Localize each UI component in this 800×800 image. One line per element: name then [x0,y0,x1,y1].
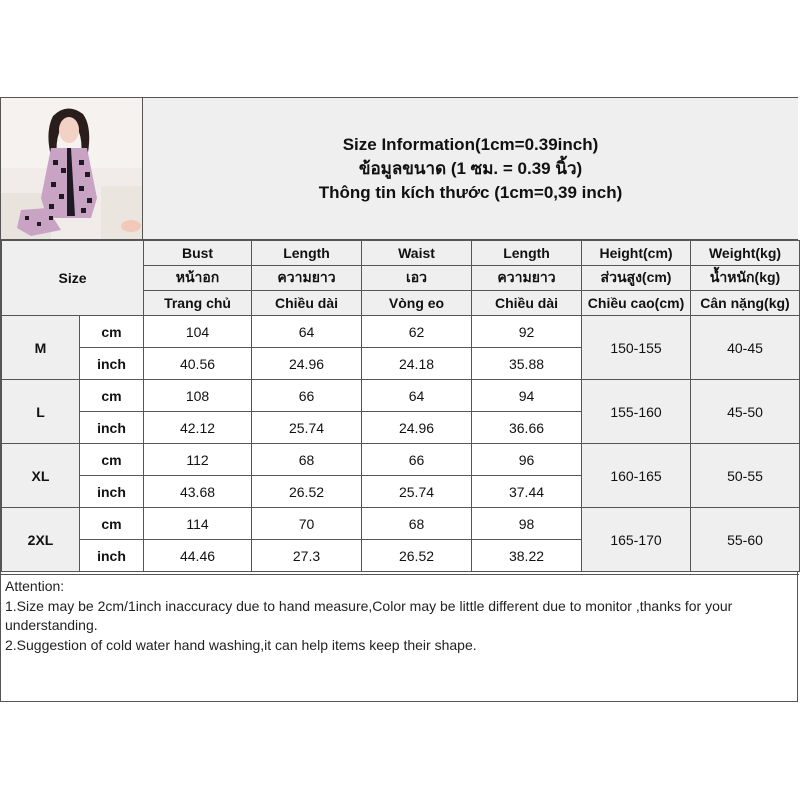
table-cell: 38.22 [472,540,582,572]
column-header: Chiều dài [472,291,582,316]
table-cell: 104 [144,316,252,348]
table-cell: 37.44 [472,476,582,508]
column-header: Chiều dài [252,291,362,316]
unit-label: inch [80,412,144,444]
height-range: 155-160 [582,380,691,444]
column-header: Height(cm) [582,241,691,266]
header-line-thai: ข้อมูลขนาด (1 ซม. = 0.39 นิ้ว) [358,158,583,178]
table-cell: 68 [362,508,472,540]
attention-note-1: 1.Size may be 2cm/1inch inaccuracy due to hand measure,Color may be little different due to monitor ,thanks for your understanding. [5,597,733,633]
size-name: M [2,316,80,380]
height-range: 165-170 [582,508,691,572]
table-cell: 25.74 [362,476,472,508]
column-header: Vòng eo [362,291,472,316]
attention-title: Attention: [5,578,65,594]
unit-label: cm [80,316,144,348]
table-cell: 24.96 [362,412,472,444]
header-row-english [2,241,800,266]
height-range: 150-155 [582,316,691,380]
column-header: ส่วนสูง(cm) [582,266,691,291]
column-header: Length [252,241,362,266]
table-cell: 36.66 [472,412,582,444]
table-cell: 114 [144,508,252,540]
table-row [2,380,800,412]
product-photo [1,98,143,240]
size-name: 2XL [2,508,80,572]
table-cell: 25.74 [252,412,362,444]
table-cell: 94 [472,380,582,412]
size-name: XL [2,444,80,508]
table-cell: 35.88 [472,348,582,380]
size-table [1,240,800,572]
attention-note-2: 2.Suggestion of cold water hand washing,it can help items keep their shape. [5,636,477,653]
size-information-header [143,98,798,240]
header-line-vietnamese: Thông tin kích thước (1cm=0,39 inch) [318,182,623,202]
unit-label: cm [80,444,144,476]
table-cell: 24.96 [252,348,362,380]
column-header: Cân nặng(kg) [691,291,800,316]
table-cell: 68 [252,444,362,476]
column-header: Chiều cao(cm) [582,291,691,316]
model-photo-illustration [1,98,143,240]
unit-label: inch [80,348,144,380]
table-cell: 40.56 [144,348,252,380]
table-cell: 24.18 [362,348,472,380]
unit-label: inch [80,540,144,572]
weight-range: 50-55 [691,444,800,508]
table-cell: 70 [252,508,362,540]
table-cell: 26.52 [252,476,362,508]
header-line-english: Size Information(1cm=0.39inch) [342,134,599,154]
size-column-label: Size [2,241,144,316]
column-header: Trang chủ [144,291,252,316]
table-cell: 98 [472,508,582,540]
weight-range: 40-45 [691,316,800,380]
table-cell: 96 [472,444,582,476]
height-range: 160-165 [582,444,691,508]
column-header: Bust [144,241,252,266]
size-chart-sheet [0,97,798,702]
column-header: Weight(kg) [691,241,800,266]
table-cell: 66 [362,444,472,476]
column-header: ความยาว [472,266,582,291]
column-header: เอว [362,266,472,291]
column-header: น้ำหนัก(kg) [691,266,800,291]
weight-range: 55-60 [691,508,800,572]
table-cell: 66 [252,380,362,412]
table-cell: 64 [362,380,472,412]
table-row [2,444,800,476]
column-header: Waist [362,241,472,266]
table-cell: 62 [362,316,472,348]
table-cell: 42.12 [144,412,252,444]
attention-notes [1,574,799,702]
size-name: L [2,380,80,444]
table-cell: 112 [144,444,252,476]
table-cell: 92 [472,316,582,348]
column-header: หน้าอก [144,266,252,291]
weight-range: 45-50 [691,380,800,444]
table-cell: 64 [252,316,362,348]
column-header: Length [472,241,582,266]
table-row [2,316,800,348]
table-cell: 44.46 [144,540,252,572]
table-cell: 27.3 [252,540,362,572]
unit-label: inch [80,476,144,508]
unit-label: cm [80,508,144,540]
column-header: ความยาว [252,266,362,291]
table-cell: 108 [144,380,252,412]
unit-label: cm [80,380,144,412]
table-cell: 26.52 [362,540,472,572]
table-row [2,508,800,540]
table-cell: 43.68 [144,476,252,508]
